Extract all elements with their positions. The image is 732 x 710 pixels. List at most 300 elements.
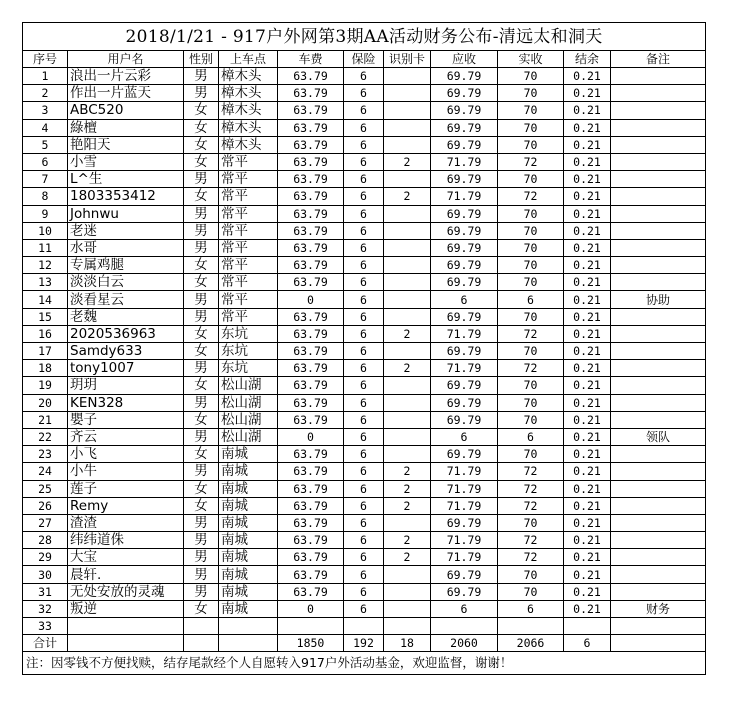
cell-remark xyxy=(611,480,706,497)
cell-remark xyxy=(611,411,706,428)
cell-receivable: 71.79 xyxy=(431,480,498,497)
cell-no: 13 xyxy=(23,274,68,291)
cell-no: 4 xyxy=(23,119,68,136)
cell-received: 70 xyxy=(498,411,564,428)
cell-balance: 0.21 xyxy=(564,274,611,291)
cell-username xyxy=(68,618,184,635)
finance-sheet xyxy=(22,22,705,675)
cell-received: 70 xyxy=(498,239,564,256)
cell-username: Remy xyxy=(68,497,184,514)
cell-balance: 0.21 xyxy=(564,257,611,274)
cell-pickup: 松山湖 xyxy=(219,377,278,394)
cell-gender: 男 xyxy=(184,205,219,222)
cell-receivable: 71.79 xyxy=(431,532,498,549)
cell-username: 2020536963 xyxy=(68,325,184,342)
cell-card xyxy=(384,136,431,153)
cell-no: 31 xyxy=(23,583,68,600)
cell-username: L^生 xyxy=(68,171,184,188)
cell-balance: 0.21 xyxy=(564,480,611,497)
table-row xyxy=(23,600,706,617)
cell-card xyxy=(384,411,431,428)
cell-username: 1803353412 xyxy=(68,188,184,205)
cell-pickup: 南城 xyxy=(219,463,278,480)
col-header-received: 实收 xyxy=(498,51,564,68)
cell-receivable: 69.79 xyxy=(431,205,498,222)
cell-username: 老魏 xyxy=(68,308,184,325)
cell-balance: 0.21 xyxy=(564,291,611,308)
cell-username: 小飞 xyxy=(68,446,184,463)
cell-receivable: 69.79 xyxy=(431,222,498,239)
cell-gender: 男 xyxy=(184,514,219,531)
cell-card xyxy=(384,171,431,188)
cell-balance: 0.21 xyxy=(564,171,611,188)
table-row xyxy=(23,119,706,136)
cell-receivable: 69.79 xyxy=(431,514,498,531)
cell-balance: 0.21 xyxy=(564,463,611,480)
cell-fare: 0 xyxy=(278,428,344,445)
table-row xyxy=(23,257,706,274)
cell-gender: 男 xyxy=(184,291,219,308)
cell-fare: 63.79 xyxy=(278,171,344,188)
cell-card xyxy=(384,377,431,394)
cell-insurance: 6 xyxy=(344,480,384,497)
totals-balance: 6 xyxy=(564,635,611,652)
cell-no: 23 xyxy=(23,446,68,463)
table-row xyxy=(23,480,706,497)
cell-receivable: 69.79 xyxy=(431,583,498,600)
cell-pickup: 东坑 xyxy=(219,360,278,377)
cell-remark: 财务 xyxy=(611,600,706,617)
totals-row xyxy=(23,635,706,652)
cell-insurance: 6 xyxy=(344,428,384,445)
cell-received: 72 xyxy=(498,153,564,170)
cell-receivable: 71.79 xyxy=(431,153,498,170)
cell-card: 2 xyxy=(384,463,431,480)
cell-received: 70 xyxy=(498,68,564,85)
cell-gender: 男 xyxy=(184,394,219,411)
cell-insurance: 6 xyxy=(344,205,384,222)
cell-insurance: 6 xyxy=(344,239,384,256)
col-header-remark: 备注 xyxy=(611,51,706,68)
cell-gender: 男 xyxy=(184,239,219,256)
col-header-pickup: 上车点 xyxy=(219,51,278,68)
table-row xyxy=(23,497,706,514)
cell-username: 莲子 xyxy=(68,480,184,497)
cell-username: 小牛 xyxy=(68,463,184,480)
cell-gender: 男 xyxy=(184,428,219,445)
cell-card xyxy=(384,68,431,85)
cell-no: 3 xyxy=(23,102,68,119)
cell-received: 70 xyxy=(498,222,564,239)
cell-pickup: 常平 xyxy=(219,257,278,274)
table-row xyxy=(23,85,706,102)
cell-username: 叛逆 xyxy=(68,600,184,617)
cell-insurance: 6 xyxy=(344,171,384,188)
cell-received: 70 xyxy=(498,136,564,153)
totals-gender xyxy=(184,635,219,652)
cell-insurance: 6 xyxy=(344,566,384,583)
cell-remark xyxy=(611,514,706,531)
cell-fare: 63.79 xyxy=(278,343,344,360)
cell-no: 24 xyxy=(23,463,68,480)
cell-receivable: 69.79 xyxy=(431,308,498,325)
cell-no: 27 xyxy=(23,514,68,531)
cell-username: 纬纬道侏 xyxy=(68,532,184,549)
cell-no: 16 xyxy=(23,325,68,342)
cell-balance: 0.21 xyxy=(564,394,611,411)
cell-balance: 0.21 xyxy=(564,360,611,377)
cell-insurance: 6 xyxy=(344,325,384,342)
cell-remark xyxy=(611,205,706,222)
cell-remark xyxy=(611,119,706,136)
col-header-no: 序号 xyxy=(23,51,68,68)
cell-balance: 0.21 xyxy=(564,325,611,342)
cell-receivable: 71.79 xyxy=(431,497,498,514)
cell-balance: 0.21 xyxy=(564,205,611,222)
cell-remark xyxy=(611,308,706,325)
cell-gender: 男 xyxy=(184,308,219,325)
cell-card xyxy=(384,566,431,583)
cell-pickup: 东坑 xyxy=(219,325,278,342)
cell-card: 2 xyxy=(384,497,431,514)
cell-no: 9 xyxy=(23,205,68,222)
totals-pickup xyxy=(219,635,278,652)
cell-fare: 63.79 xyxy=(278,532,344,549)
cell-remark xyxy=(611,360,706,377)
cell-receivable: 69.79 xyxy=(431,85,498,102)
cell-received: 70 xyxy=(498,102,564,119)
cell-insurance: 6 xyxy=(344,188,384,205)
cell-pickup: 常平 xyxy=(219,222,278,239)
table-row xyxy=(23,428,706,445)
table-row xyxy=(23,171,706,188)
cell-insurance: 6 xyxy=(344,360,384,377)
cell-gender: 女 xyxy=(184,600,219,617)
cell-gender: 女 xyxy=(184,325,219,342)
cell-gender: 女 xyxy=(184,480,219,497)
cell-pickup: 常平 xyxy=(219,188,278,205)
cell-fare xyxy=(278,618,344,635)
cell-receivable: 69.79 xyxy=(431,274,498,291)
cell-fare: 63.79 xyxy=(278,153,344,170)
cell-gender: 男 xyxy=(184,360,219,377)
cell-card xyxy=(384,428,431,445)
cell-insurance: 6 xyxy=(344,308,384,325)
cell-pickup: 南城 xyxy=(219,549,278,566)
cell-received: 6 xyxy=(498,428,564,445)
table-row xyxy=(23,68,706,85)
cell-receivable: 69.79 xyxy=(431,377,498,394)
cell-received: 72 xyxy=(498,497,564,514)
cell-insurance: 6 xyxy=(344,411,384,428)
cell-gender: 女 xyxy=(184,411,219,428)
cell-username: 大宝 xyxy=(68,549,184,566)
cell-balance: 0.21 xyxy=(564,68,611,85)
cell-received: 70 xyxy=(498,566,564,583)
cell-pickup: 南城 xyxy=(219,497,278,514)
cell-receivable xyxy=(431,618,498,635)
table-row xyxy=(23,549,706,566)
cell-card: 2 xyxy=(384,480,431,497)
cell-remark xyxy=(611,188,706,205)
cell-no: 17 xyxy=(23,343,68,360)
cell-remark: 协助 xyxy=(611,291,706,308)
cell-insurance: 6 xyxy=(344,497,384,514)
cell-username: 作出一片蓝天 xyxy=(68,85,184,102)
cell-remark xyxy=(611,343,706,360)
cell-balance: 0.21 xyxy=(564,136,611,153)
cell-balance: 0.21 xyxy=(564,411,611,428)
cell-username: ABC520 xyxy=(68,102,184,119)
cell-gender: 男 xyxy=(184,68,219,85)
cell-no: 21 xyxy=(23,411,68,428)
cell-insurance: 6 xyxy=(344,583,384,600)
cell-username: Johnwu xyxy=(68,205,184,222)
cell-remark xyxy=(611,618,706,635)
cell-remark xyxy=(611,153,706,170)
cell-receivable: 6 xyxy=(431,600,498,617)
cell-pickup: 松山湖 xyxy=(219,394,278,411)
cell-received: 72 xyxy=(498,360,564,377)
cell-username: 小雪 xyxy=(68,153,184,170)
cell-remark xyxy=(611,463,706,480)
cell-gender: 女 xyxy=(184,102,219,119)
cell-fare: 63.79 xyxy=(278,360,344,377)
cell-received: 72 xyxy=(498,463,564,480)
cell-pickup: 南城 xyxy=(219,480,278,497)
cell-gender: 男 xyxy=(184,532,219,549)
cell-card: 2 xyxy=(384,325,431,342)
cell-card xyxy=(384,618,431,635)
table-row xyxy=(23,583,706,600)
cell-card xyxy=(384,343,431,360)
cell-gender: 女 xyxy=(184,153,219,170)
cell-remark xyxy=(611,394,706,411)
cell-gender: 男 xyxy=(184,85,219,102)
table-row xyxy=(23,514,706,531)
cell-pickup: 常平 xyxy=(219,153,278,170)
cell-fare: 63.79 xyxy=(278,222,344,239)
cell-insurance: 6 xyxy=(344,343,384,360)
cell-received: 70 xyxy=(498,583,564,600)
cell-remark xyxy=(611,274,706,291)
cell-pickup: 樟木头 xyxy=(219,68,278,85)
totals-remark xyxy=(611,635,706,652)
cell-balance: 0.21 xyxy=(564,532,611,549)
cell-insurance: 6 xyxy=(344,102,384,119)
cell-fare: 63.79 xyxy=(278,119,344,136)
totals-received: 2066 xyxy=(498,635,564,652)
cell-insurance: 6 xyxy=(344,153,384,170)
cell-balance: 0.21 xyxy=(564,566,611,583)
cell-insurance: 6 xyxy=(344,549,384,566)
cell-card xyxy=(384,583,431,600)
cell-no: 6 xyxy=(23,153,68,170)
cell-pickup: 常平 xyxy=(219,205,278,222)
cell-insurance: 6 xyxy=(344,514,384,531)
header-row xyxy=(23,51,706,68)
cell-fare: 63.79 xyxy=(278,68,344,85)
cell-no: 20 xyxy=(23,394,68,411)
cell-card xyxy=(384,308,431,325)
cell-pickup: 常平 xyxy=(219,274,278,291)
cell-username: Samdy633 xyxy=(68,343,184,360)
cell-received: 72 xyxy=(498,325,564,342)
cell-remark xyxy=(611,171,706,188)
cell-card xyxy=(384,85,431,102)
cell-balance: 0.21 xyxy=(564,514,611,531)
table-row xyxy=(23,411,706,428)
cell-remark xyxy=(611,68,706,85)
cell-balance: 0.21 xyxy=(564,343,611,360)
cell-insurance: 6 xyxy=(344,274,384,291)
cell-fare: 63.79 xyxy=(278,394,344,411)
cell-receivable: 6 xyxy=(431,291,498,308)
cell-receivable: 6 xyxy=(431,428,498,445)
cell-username: 艳阳天 xyxy=(68,136,184,153)
cell-no: 8 xyxy=(23,188,68,205)
cell-pickup: 松山湖 xyxy=(219,411,278,428)
cell-fare: 63.79 xyxy=(278,411,344,428)
table-row xyxy=(23,205,706,222)
cell-balance: 0.21 xyxy=(564,85,611,102)
cell-no: 26 xyxy=(23,497,68,514)
cell-card: 2 xyxy=(384,188,431,205)
col-header-gender: 性别 xyxy=(184,51,219,68)
cell-insurance: 6 xyxy=(344,136,384,153)
cell-received: 70 xyxy=(498,514,564,531)
cell-username: 淡看星云 xyxy=(68,291,184,308)
table-body xyxy=(23,68,706,635)
cell-remark xyxy=(611,583,706,600)
cell-fare: 63.79 xyxy=(278,480,344,497)
table-row xyxy=(23,463,706,480)
cell-pickup: 南城 xyxy=(219,514,278,531)
cell-fare: 63.79 xyxy=(278,325,344,342)
cell-card xyxy=(384,600,431,617)
col-header-fare: 车费 xyxy=(278,51,344,68)
cell-balance: 0.21 xyxy=(564,308,611,325)
cell-pickup: 东坑 xyxy=(219,343,278,360)
cell-received: 70 xyxy=(498,394,564,411)
cell-gender: 女 xyxy=(184,136,219,153)
cell-no: 30 xyxy=(23,566,68,583)
cell-gender: 男 xyxy=(184,222,219,239)
cell-balance: 0.21 xyxy=(564,188,611,205)
cell-remark: 领队 xyxy=(611,428,706,445)
cell-card xyxy=(384,222,431,239)
cell-no: 7 xyxy=(23,171,68,188)
cell-balance: 0.21 xyxy=(564,549,611,566)
table-row xyxy=(23,343,706,360)
cell-fare: 63.79 xyxy=(278,274,344,291)
table-row xyxy=(23,325,706,342)
cell-gender xyxy=(184,618,219,635)
cell-balance: 0.21 xyxy=(564,102,611,119)
cell-no: 22 xyxy=(23,428,68,445)
cell-receivable: 71.79 xyxy=(431,325,498,342)
table-row xyxy=(23,274,706,291)
cell-received: 72 xyxy=(498,532,564,549)
cell-pickup: 南城 xyxy=(219,600,278,617)
cell-no: 11 xyxy=(23,239,68,256)
table-row xyxy=(23,239,706,256)
cell-balance: 0.21 xyxy=(564,119,611,136)
cell-gender: 女 xyxy=(184,343,219,360)
cell-fare: 63.79 xyxy=(278,549,344,566)
cell-fare: 63.79 xyxy=(278,514,344,531)
cell-receivable: 69.79 xyxy=(431,239,498,256)
cell-username: 晨轩. xyxy=(68,566,184,583)
cell-gender: 男 xyxy=(184,171,219,188)
cell-remark xyxy=(611,239,706,256)
cell-username: 綠檀 xyxy=(68,119,184,136)
cell-received: 70 xyxy=(498,274,564,291)
cell-gender: 女 xyxy=(184,377,219,394)
cell-received: 70 xyxy=(498,171,564,188)
cell-fare: 63.79 xyxy=(278,239,344,256)
cell-balance: 0.21 xyxy=(564,428,611,445)
cell-insurance: 6 xyxy=(344,85,384,102)
cell-insurance: 6 xyxy=(344,377,384,394)
cell-remark xyxy=(611,532,706,549)
cell-card xyxy=(384,102,431,119)
sheet-title: 2018/1/21 - 917户外网第3期AA活动财务公布-清远太和洞天 xyxy=(23,23,706,51)
cell-pickup: 樟木头 xyxy=(219,85,278,102)
cell-fare: 63.79 xyxy=(278,205,344,222)
cell-receivable: 71.79 xyxy=(431,188,498,205)
cell-card: 2 xyxy=(384,532,431,549)
cell-gender: 男 xyxy=(184,463,219,480)
cell-balance: 0.21 xyxy=(564,583,611,600)
cell-received: 72 xyxy=(498,188,564,205)
cell-pickup: 樟木头 xyxy=(219,102,278,119)
cell-remark xyxy=(611,257,706,274)
cell-balance: 0.21 xyxy=(564,600,611,617)
cell-received: 6 xyxy=(498,600,564,617)
cell-received: 72 xyxy=(498,480,564,497)
cell-receivable: 69.79 xyxy=(431,257,498,274)
cell-fare: 63.79 xyxy=(278,583,344,600)
cell-pickup xyxy=(219,618,278,635)
cell-username: KEN328 xyxy=(68,394,184,411)
cell-no: 12 xyxy=(23,257,68,274)
cell-gender: 女 xyxy=(184,446,219,463)
cell-insurance: 6 xyxy=(344,532,384,549)
cell-no: 33 xyxy=(23,618,68,635)
cell-insurance: 6 xyxy=(344,119,384,136)
totals-card: 18 xyxy=(384,635,431,652)
cell-received: 70 xyxy=(498,308,564,325)
cell-fare: 63.79 xyxy=(278,377,344,394)
cell-no: 10 xyxy=(23,222,68,239)
cell-no: 29 xyxy=(23,549,68,566)
cell-username: 渣渣 xyxy=(68,514,184,531)
cell-pickup: 松山湖 xyxy=(219,428,278,445)
cell-received: 70 xyxy=(498,85,564,102)
totals-insurance: 192 xyxy=(344,635,384,652)
table-row xyxy=(23,102,706,119)
cell-card: 2 xyxy=(384,549,431,566)
cell-no: 1 xyxy=(23,68,68,85)
cell-receivable: 71.79 xyxy=(431,549,498,566)
cell-receivable: 69.79 xyxy=(431,566,498,583)
cell-remark xyxy=(611,222,706,239)
cell-fare: 63.79 xyxy=(278,102,344,119)
totals-receivable: 2060 xyxy=(431,635,498,652)
cell-receivable: 69.79 xyxy=(431,68,498,85)
cell-insurance: 6 xyxy=(344,291,384,308)
